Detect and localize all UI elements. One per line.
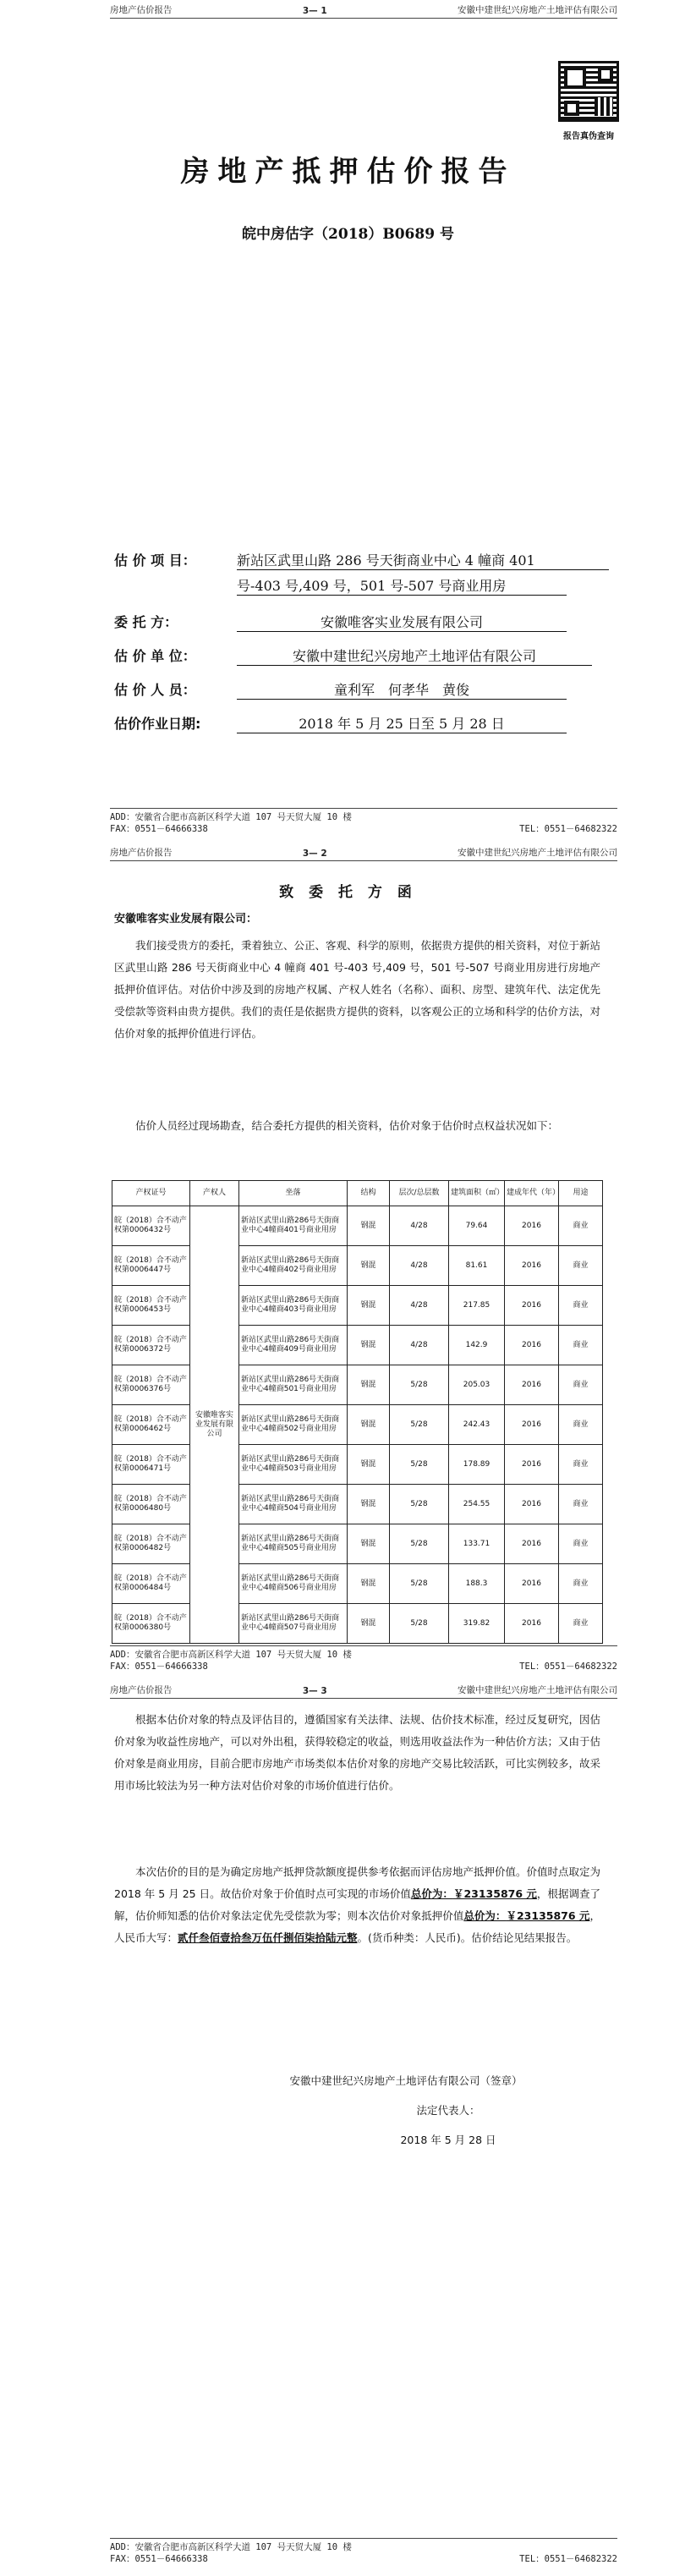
- table-header-cell: 用途: [559, 1181, 603, 1206]
- table-cell: 钢混: [348, 1326, 390, 1365]
- table-cell: 新站区武里山路286号天街商业中心4幢商403号商业用房: [239, 1286, 348, 1326]
- document-number: 皖中房估字（2018）B0689 号: [242, 226, 454, 243]
- table-cell: 2016: [505, 1485, 559, 1524]
- table-cell: 新站区武里山路286号天街商业中心4幢商401号商业用房: [239, 1206, 348, 1246]
- table-cell: 4/28: [390, 1206, 449, 1246]
- table-cell: 钢混: [348, 1365, 390, 1405]
- table-cell: 2016: [505, 1524, 559, 1564]
- client-value: 安徽唯客实业发展有限公司: [237, 612, 567, 632]
- table-row: [112, 1246, 603, 1286]
- letter-paragraph-1: [114, 935, 600, 1045]
- p2-text-b: ，根据调查了解，估价师知悉的估价对象法定优先受偿款为零；则本次估价对象抵押价值: [114, 1887, 600, 1922]
- table-cell: 皖（2018）合不动产权第0006432号: [112, 1206, 190, 1246]
- appraisers-value: 童利军 何孝华 黄俊: [237, 679, 567, 700]
- letter-title: 致 委 托 方 函: [279, 884, 417, 901]
- table-cell: 5/28: [390, 1485, 449, 1524]
- footer-address: ADD：安徽省合肥市高新区科学大道 107 号天贸大厦 10 楼: [110, 812, 352, 822]
- project-value-line1: 新站区武里山路 286 号天街商业中心 4 幢商 401: [237, 550, 609, 570]
- table-cell: 5/28: [390, 1405, 449, 1445]
- table-cell: 4/28: [390, 1286, 449, 1326]
- page3-paragraph-2: [114, 1861, 600, 1949]
- mortgage-value: ￥23135876 元: [506, 1909, 590, 1922]
- table-cell: 2016: [505, 1445, 559, 1485]
- table-cell: 2016: [505, 1405, 559, 1445]
- qr-code[interactable]: [558, 61, 619, 122]
- table-cell: 2016: [505, 1286, 559, 1326]
- page-number: 3— 1: [302, 6, 327, 16]
- table-cell: 205.03: [449, 1365, 505, 1405]
- page3-paragraph-1: 根据本估价对象的特点及评估目的，遵循国家有关法律、法规、估价技术标准，经过反复研究，因估价对象为收益性房地产，可以对外出租，获得较稳定的收益，则选用收益法作为一种估价方法；又由于估价对象是商业用房，目前合肥市房地产市场类似本估价对象的房地产交易比较活跃，可比实例较多，故采用市场比较法为另一种方法对估价对象的市场价值进行估价。: [114, 1713, 601, 1792]
- table-cell: 商业: [559, 1604, 603, 1644]
- table-row: [112, 1564, 603, 1604]
- table-row: [112, 1286, 603, 1326]
- table-body: [112, 1206, 603, 1644]
- table-row: [112, 1405, 603, 1445]
- table-cell: 2016: [505, 1206, 559, 1246]
- project-value-line2: 号-403 号,409 号，501 号-507 号商业用房: [237, 575, 567, 596]
- table-cell: 商业: [559, 1365, 603, 1405]
- table-cell: 新站区武里山路286号天街商业中心4幢商504号商业用房: [239, 1485, 348, 1524]
- table-cell: 319.82: [449, 1604, 505, 1644]
- table-cell: 钢混: [348, 1564, 390, 1604]
- page-footer: [110, 2538, 617, 2565]
- header-right: 安徽中建世纪兴房地产土地评估有限公司: [458, 1685, 617, 1695]
- report-title: 房地产抵押估价报告: [180, 155, 516, 189]
- table-header-cell: 产权证号: [112, 1181, 190, 1206]
- table-header-cell: 结构: [348, 1181, 390, 1206]
- page-header: [110, 1683, 617, 1699]
- table-cell: 4/28: [390, 1326, 449, 1365]
- table-cell: 81.61: [449, 1246, 505, 1286]
- signature-representative: 法定代表人：: [416, 2104, 480, 2117]
- table-cell: 商业: [559, 1485, 603, 1524]
- owner-cell: 安徽唯客实业发展有限公司: [190, 1206, 239, 1644]
- header-right: 安徽中建世纪兴房地产土地评估有限公司: [458, 5, 617, 15]
- table-cell: 商业: [559, 1524, 603, 1564]
- letter-p1: 我们接受贵方的委托，秉着独立、公正、客观、科学的原则，依据贵方提供的相关资料，对位于新站区武里山路 286 号天街商业中心 4 幢商 401 号-403 号,409 号，501 号-507 号商业用房进行房地产抵押价值评估。对估价中涉及到的房地产权属、产权人姓名（名称）、面积、房型、建筑年代、法定优先受偿款等资料由贵方提供。我们的责任是依据贵方提供的资料，以客观公正的立场和科学的估价方法，对估价对象的抵押价值进行评估。: [114, 939, 601, 1040]
- footer-fax: FAX：0551－64666338: [110, 1661, 208, 1672]
- value-in-words: 贰仟叁佰壹拾叁万伍仟捌佰柒拾陆元整: [178, 1931, 358, 1944]
- table-cell: 皖（2018）合不动产权第0006471号: [112, 1445, 190, 1485]
- table-row: [112, 1206, 603, 1246]
- work-date-label: 估价作业日期:: [114, 716, 201, 732]
- table-cell: 钢混: [348, 1524, 390, 1564]
- table-cell: 钢混: [348, 1445, 390, 1485]
- appraiser-unit-value: 安徽中建世纪兴房地产土地评估有限公司: [237, 645, 592, 666]
- table-cell: 钢混: [348, 1405, 390, 1445]
- table-row: [112, 1365, 603, 1405]
- table-cell: 皖（2018）合不动产权第0006462号: [112, 1405, 190, 1445]
- property-table: [112, 1180, 603, 1644]
- table-cell: 2016: [505, 1326, 559, 1365]
- table-cell: 皖（2018）合不动产权第0006484号: [112, 1564, 190, 1604]
- header-left: 房地产估价报告: [110, 1685, 173, 1695]
- table-cell: 商业: [559, 1326, 603, 1365]
- table-cell: 178.89: [449, 1445, 505, 1485]
- table-cell: 新站区武里山路286号天街商业中心4幢商507号商业用房: [239, 1604, 348, 1644]
- table-cell: 5/28: [390, 1564, 449, 1604]
- page-footer: [110, 1645, 617, 1672]
- table-cell: 133.71: [449, 1524, 505, 1564]
- client-label: 委 托 方：: [114, 614, 178, 630]
- table-header-row: [112, 1181, 603, 1206]
- table-cell: 新站区武里山路286号天街商业中心4幢商409号商业用房: [239, 1326, 348, 1365]
- letter-paragraph-2: 估价人员经过现场勘查，结合委托方提供的相关资料，估价对象于估价时点权益状况如下：: [135, 1119, 559, 1132]
- table-row: [112, 1445, 603, 1485]
- table-cell: 皖（2018）合不动产权第0006372号: [112, 1326, 190, 1365]
- table-cell: 商业: [559, 1206, 603, 1246]
- table-cell: 钢混: [348, 1246, 390, 1286]
- table-cell: 254.55: [449, 1485, 505, 1524]
- table-cell: 5/28: [390, 1365, 449, 1405]
- table-cell: 79.64: [449, 1206, 505, 1246]
- page-header: [110, 3, 617, 19]
- header-left: 房地产估价报告: [110, 848, 173, 858]
- table-cell: 新站区武里山路286号天街商业中心4幢商402号商业用房: [239, 1246, 348, 1286]
- signature-company: 安徽中建世纪兴房地产土地评估有限公司（签章）: [289, 2074, 523, 2087]
- table-cell: 皖（2018）合不动产权第0006453号: [112, 1286, 190, 1326]
- table-cell: 商业: [559, 1286, 603, 1326]
- table-header-cell: 坐落: [239, 1181, 348, 1206]
- table-header-cell: 层次/总层数: [390, 1181, 449, 1206]
- footer-fax: FAX：0551－64666338: [110, 824, 208, 834]
- table-header-cell: 产权人: [190, 1181, 239, 1206]
- table-cell: 皖（2018）合不动产权第0006376号: [112, 1365, 190, 1405]
- table-row: [112, 1326, 603, 1365]
- table-cell: 188.3: [449, 1564, 505, 1604]
- page-number: 3— 2: [302, 849, 327, 859]
- table-cell: 商业: [559, 1246, 603, 1286]
- table-cell: 142.9: [449, 1326, 505, 1365]
- table-row: [112, 1604, 603, 1644]
- table-cell: 钢混: [348, 1485, 390, 1524]
- total-label: 总价为：: [410, 1887, 453, 1900]
- table-cell: 钢混: [348, 1206, 390, 1246]
- table-cell: 新站区武里山路286号天街商业中心4幢商503号商业用房: [239, 1445, 348, 1485]
- table-cell: 5/28: [390, 1604, 449, 1644]
- page-header: [110, 846, 617, 861]
- footer-tel: TEL：0551－64682322: [519, 2554, 617, 2564]
- table-cell: 2016: [505, 1246, 559, 1286]
- table-cell: 商业: [559, 1445, 603, 1485]
- table-cell: 钢混: [348, 1286, 390, 1326]
- work-date-value: 2018 年 5 月 25 日至 5 月 28 日: [237, 713, 567, 733]
- table-cell: 242.43: [449, 1405, 505, 1445]
- market-value: ￥23135876 元: [452, 1887, 537, 1900]
- table-cell: 217.85: [449, 1286, 505, 1326]
- appraisers-label: 估 价 人 员：: [114, 682, 196, 698]
- table-cell: 2016: [505, 1604, 559, 1644]
- header-left: 房地产估价报告: [110, 5, 173, 15]
- table-cell: 5/28: [390, 1445, 449, 1485]
- table-cell: 4/28: [390, 1246, 449, 1286]
- table-cell: 5/28: [390, 1524, 449, 1564]
- project-label: 估 价 项 目：: [114, 552, 196, 568]
- table-cell: 皖（2018）合不动产权第0006482号: [112, 1524, 190, 1564]
- table-row: [112, 1485, 603, 1524]
- footer-tel: TEL：0551－64682322: [519, 824, 617, 834]
- p2-text-a: 本次估价的目的是为确定房地产抵押贷款额度提供参考依据而评估房地产抵押价值。价值时点取定为 2018 年 5 月 25 日。故估价对象于价值时点可实现的市场价值: [114, 1865, 601, 1900]
- page-footer: [110, 808, 617, 835]
- footer-fax: FAX：0551－64666338: [110, 2554, 208, 2564]
- p2-text-d: 。(货币种类：人民币)。估价结论见结果报告。: [357, 1931, 578, 1944]
- table-cell: 皖（2018）合不动产权第0006480号: [112, 1485, 190, 1524]
- table-cell: 新站区武里山路286号天街商业中心4幢商501号商业用房: [239, 1365, 348, 1405]
- footer-tel: TEL：0551－64682322: [519, 1661, 617, 1672]
- total-label-2: 总价为：: [463, 1909, 507, 1922]
- page-number: 3— 3: [302, 1686, 327, 1696]
- p2-text-c: ，人民币大写：: [114, 1909, 600, 1944]
- table-cell: 新站区武里山路286号天街商业中心4幢商505号商业用房: [239, 1524, 348, 1564]
- table-row: [112, 1524, 603, 1564]
- table-header-cell: 建筑面积（㎡）: [449, 1181, 505, 1206]
- table-header-cell: 建成年代（年）: [505, 1181, 559, 1206]
- appraiser-unit-label: 估 价 单 位：: [114, 648, 196, 664]
- table-cell: 钢混: [348, 1604, 390, 1644]
- qr-caption: 报告真伪查询: [563, 132, 614, 141]
- letter-addressee: 安徽唯客实业发展有限公司：: [114, 913, 258, 925]
- table-cell: 2016: [505, 1564, 559, 1604]
- footer-address: ADD：安徽省合肥市高新区科学大道 107 号天贸大厦 10 楼: [110, 1650, 352, 1660]
- footer-address: ADD：安徽省合肥市高新区科学大道 107 号天贸大厦 10 楼: [110, 2542, 352, 2552]
- signature-date: 2018 年 5 月 28 日: [400, 2134, 496, 2146]
- table-cell: 皖（2018）合不动产权第0006447号: [112, 1246, 190, 1286]
- table-cell: 新站区武里山路286号天街商业中心4幢商502号商业用房: [239, 1405, 348, 1445]
- table-cell: 商业: [559, 1405, 603, 1445]
- header-right: 安徽中建世纪兴房地产土地评估有限公司: [458, 848, 617, 858]
- table-cell: 皖（2018）合不动产权第0006380号: [112, 1604, 190, 1644]
- table-cell: 新站区武里山路286号天街商业中心4幢商506号商业用房: [239, 1564, 348, 1604]
- table-cell: 商业: [559, 1564, 603, 1604]
- table-cell: 2016: [505, 1365, 559, 1405]
